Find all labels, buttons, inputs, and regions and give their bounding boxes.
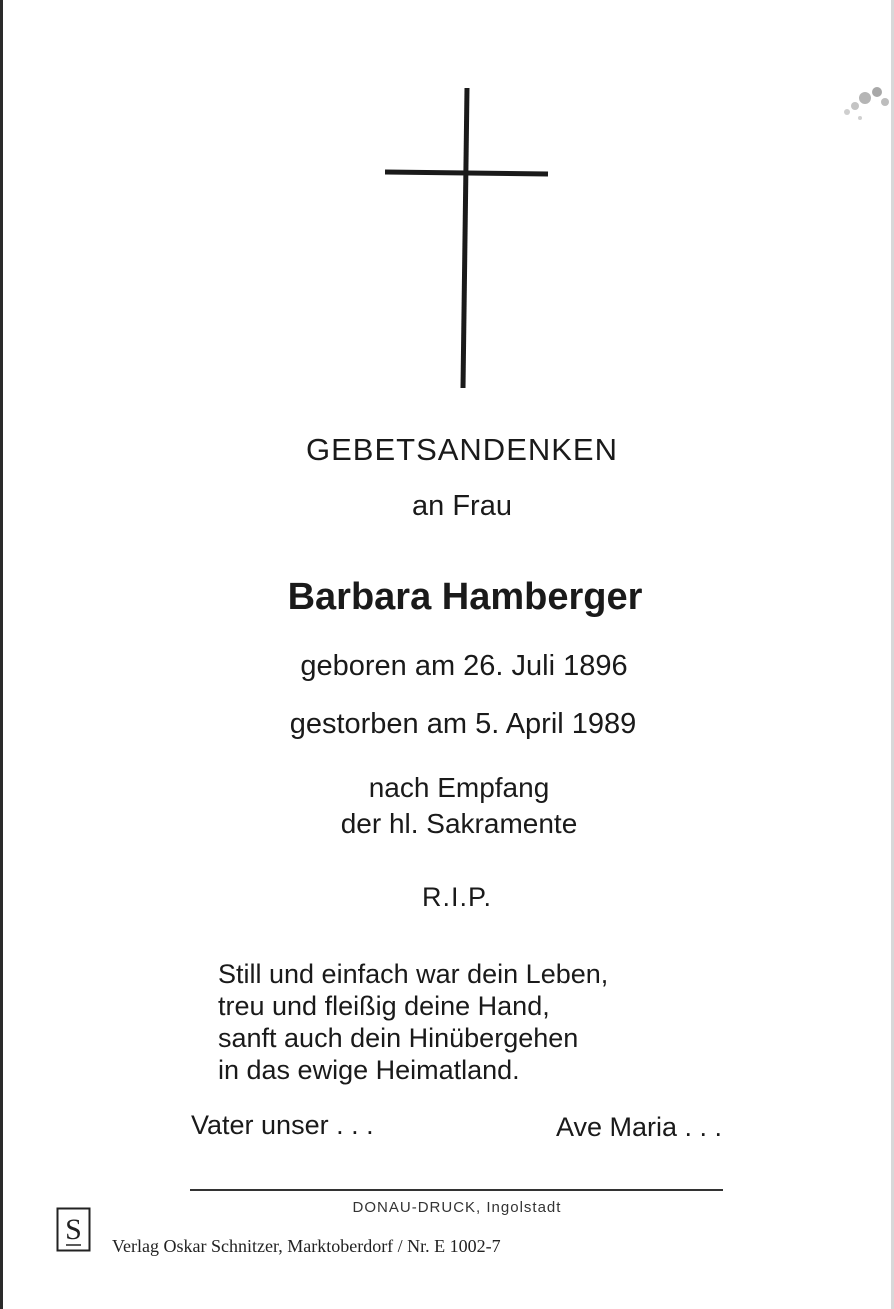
sacraments-line-2: der hl. Sakramente xyxy=(340,808,578,839)
prayer-vater-unser: Vater unser . . . xyxy=(191,1110,374,1140)
sacraments-line-1: nach Empfang xyxy=(368,772,550,803)
poem-line: Still und einfach war dein Leben, xyxy=(218,959,609,989)
card-heading: GEBETSANDENKEN xyxy=(305,432,618,467)
page-edge-left xyxy=(0,0,3,1309)
prayer-ave-maria: Ave Maria . . . xyxy=(556,1112,723,1142)
birth-date: geboren am 26. Juli 1896 xyxy=(300,650,628,682)
death-date: gestorben am 5. April 1989 xyxy=(289,708,637,740)
publisher-credit: Verlag Oskar Schnitzer, Marktoberdorf / Nr. E 1002-7 xyxy=(112,1236,501,1256)
paper-stain xyxy=(825,78,894,148)
divider xyxy=(190,1189,723,1191)
printer-credit-text: DONAU-DRUCK, Ingolstadt xyxy=(352,1199,562,1216)
addressee: an Frau xyxy=(412,490,512,522)
deceased-name: Barbara Hamberger xyxy=(287,576,643,618)
poem xyxy=(218,958,608,1086)
printer-credit xyxy=(0,1199,894,1216)
poem-line: in das ewige Heimatland. xyxy=(218,1055,520,1085)
poem-line: treu und fleißig deine Hand, xyxy=(218,991,550,1021)
poem-line: sanft auch dein Hinübergehen xyxy=(218,1023,579,1053)
publisher-logo-icon xyxy=(56,1207,91,1252)
logo-letter: S xyxy=(65,1213,82,1246)
cross-icon xyxy=(385,88,550,388)
rip: R.I.P. xyxy=(421,882,493,912)
